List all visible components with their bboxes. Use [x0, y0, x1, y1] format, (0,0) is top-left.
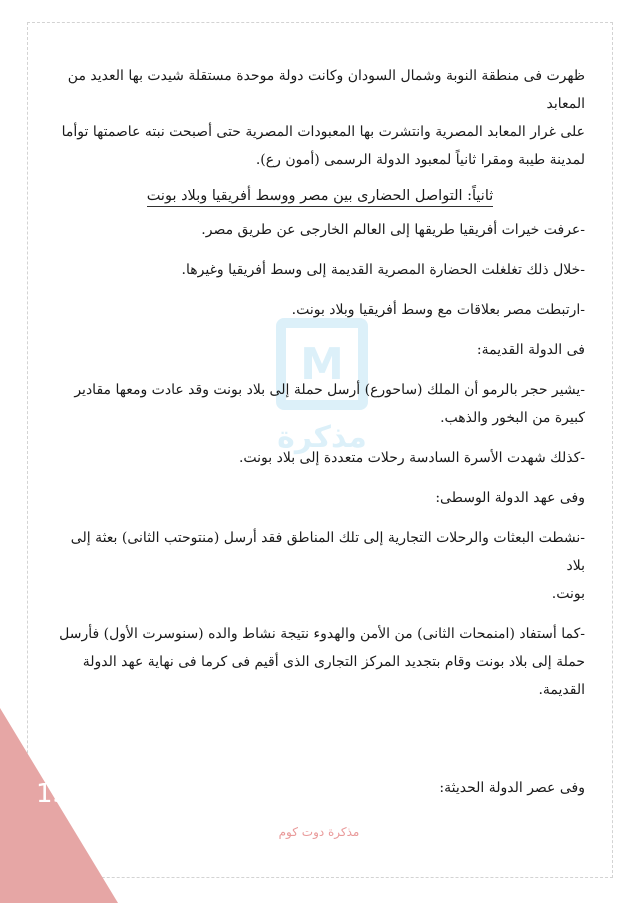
bullet-1: -عرفت خيرات أفريقيا طريقها إلى العالم الخارجى عن طريق مصر.	[201, 222, 585, 238]
section-heading	[55, 182, 585, 210]
page-content	[55, 62, 585, 802]
bullet-2: -خلال ذلك تغلغلت الحضارة المصرية القديمة إلى وسط أفريقيا وغيرها.	[181, 262, 585, 278]
footer-brand: مذكرة دوت كوم	[278, 825, 360, 839]
watermark-text: مذكرة	[277, 420, 367, 455]
watermark-m-icon: M	[276, 318, 368, 410]
middle-kingdom-item-1-line-1: -نشطت البعثات والرحلات التجارية إلى تلك المناطق فقد أرسل (منتوحتب الثانى) بعثة إلى بلاد	[70, 530, 585, 574]
intro-line-2: على غرار المعابد المصرية وانتشرت بها المعبودات المصرية حتى أصبحت نبته عاصمتها توأما	[61, 124, 585, 140]
middle-kingdom-item-2-line-2: حملة إلى بلاد بونت وقام بتجديد المركز التجارى الذى أقيم فى كرما فى نهاية عهد الدولة القديمة.	[82, 654, 585, 698]
middle-kingdom-item-2-line-1: -كما أستفاد (امنمحات الثانى) من الأمن والهدوء نتيجة نشاط والده (سنوسرت الأول) فأرسل	[59, 626, 585, 642]
old-kingdom-item-1-line-2: كبيرة من البخور والذهب.	[440, 410, 585, 426]
page-number: 137	[36, 779, 86, 809]
middle-kingdom-title: وفى عهد الدولة الوسطى:	[435, 490, 585, 506]
bullet-3: -ارتبطت مصر بعلاقات مع وسط أفريقيا وبلاد بونت.	[291, 302, 585, 318]
new-kingdom-title: وفى عصر الدولة الحديثة:	[439, 780, 585, 796]
intro-line-1: ظهرت فى منطقة النوبة وشمال السودان وكانت دولة موحدة مستقلة شيدت بها العديد من المعابد	[67, 68, 585, 112]
section-heading-text: ثانياً: التواصل الحضارى بين مصر ووسط أفريقيا وبلاد بونت	[147, 188, 494, 207]
old-kingdom-item-1-line-1: -يشير حجر بالرمو أن الملك (ساحورع) أرسل حملة إلى بلاد بونت وقد عادت ومعها مقادير	[74, 382, 585, 398]
old-kingdom-item-2: -كذلك شهدت الأسرة السادسة رحلات متعددة إلى بلاد بونت.	[238, 450, 585, 466]
middle-kingdom-item-1-line-2: بونت.	[551, 586, 585, 602]
intro-line-3: لمدينة طيبة ومقرا ثانياً لمعبود الدولة الرسمى (أمون رع).	[255, 152, 585, 168]
old-kingdom-title: فى الدولة القديمة:	[476, 342, 585, 358]
